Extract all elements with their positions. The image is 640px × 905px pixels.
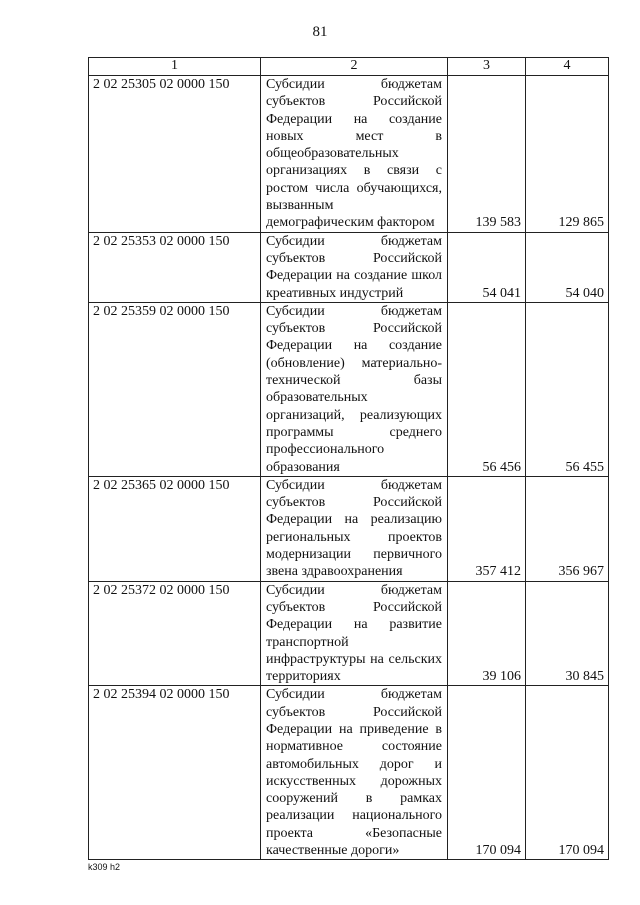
column-header-3: 3 — [448, 58, 526, 76]
row-code: 2 02 25365 02 0000 150 — [89, 476, 261, 581]
row-code: 2 02 25353 02 0000 150 — [89, 232, 261, 302]
column-header-1: 1 — [89, 58, 261, 76]
table-row — [89, 686, 609, 860]
table-header-row — [89, 58, 609, 76]
row-value-col4: 170 094 — [526, 686, 609, 860]
row-value-col3: 357 412 — [448, 476, 526, 581]
row-value-col3: 170 094 — [448, 686, 526, 860]
row-code: 2 02 25305 02 0000 150 — [89, 76, 261, 233]
row-value-col3: 54 041 — [448, 232, 526, 302]
row-value-col4: 54 040 — [526, 232, 609, 302]
row-name: Субсидии бюджетам субъектов Российской Федерации на реализацию региональных проектов модернизации первичного звена здравоохранения — [261, 476, 448, 581]
table-row — [89, 476, 609, 581]
page-number: 81 — [312, 24, 328, 40]
table-row — [89, 581, 609, 686]
row-value-col4: 356 967 — [526, 476, 609, 581]
row-value-col4: 56 455 — [526, 302, 609, 476]
row-name: Субсидии бюджетам субъектов Российской Федерации на развитие транспортной инфраструктуры на сельских территориях — [261, 581, 448, 686]
row-value-col3: 139 583 — [448, 76, 526, 233]
row-code: 2 02 25372 02 0000 150 — [89, 581, 261, 686]
column-header-4: 4 — [526, 58, 609, 76]
row-name: Субсидии бюджетам субъектов Российской Федерации на создание школ креативных индустрий — [261, 232, 448, 302]
footer-document-code: k309 h2 — [88, 862, 121, 872]
row-code: 2 02 25359 02 0000 150 — [89, 302, 261, 476]
row-value-col3: 39 106 — [448, 581, 526, 686]
budget-table — [88, 57, 609, 860]
table-row — [89, 232, 609, 302]
row-name: Субсидии бюджетам субъектов Российской Федерации на создание новых мест в общеобразовательных организациях в связи с ростом числа обучающихся, вызванным демографическим фактором — [261, 76, 448, 233]
table-row — [89, 302, 609, 476]
row-value-col4: 30 845 — [526, 581, 609, 686]
row-name: Субсидии бюджетам субъектов Российской Федерации на создание (обновление) материально-технической базы образовательных организаций, реализующих программы среднего профессионального образования — [261, 302, 448, 476]
table-row — [89, 76, 609, 233]
row-value-col4: 129 865 — [526, 76, 609, 233]
row-value-col3: 56 456 — [448, 302, 526, 476]
row-code: 2 02 25394 02 0000 150 — [89, 686, 261, 860]
column-header-2: 2 — [261, 58, 448, 76]
row-name: Субсидии бюджетам субъектов Российской Федерации на приведение в нормативное состояние автомобильных дорог и искусственных дорожных сооружений в рамках реализации национального проекта «Безопасные качественные дороги» — [261, 686, 448, 860]
